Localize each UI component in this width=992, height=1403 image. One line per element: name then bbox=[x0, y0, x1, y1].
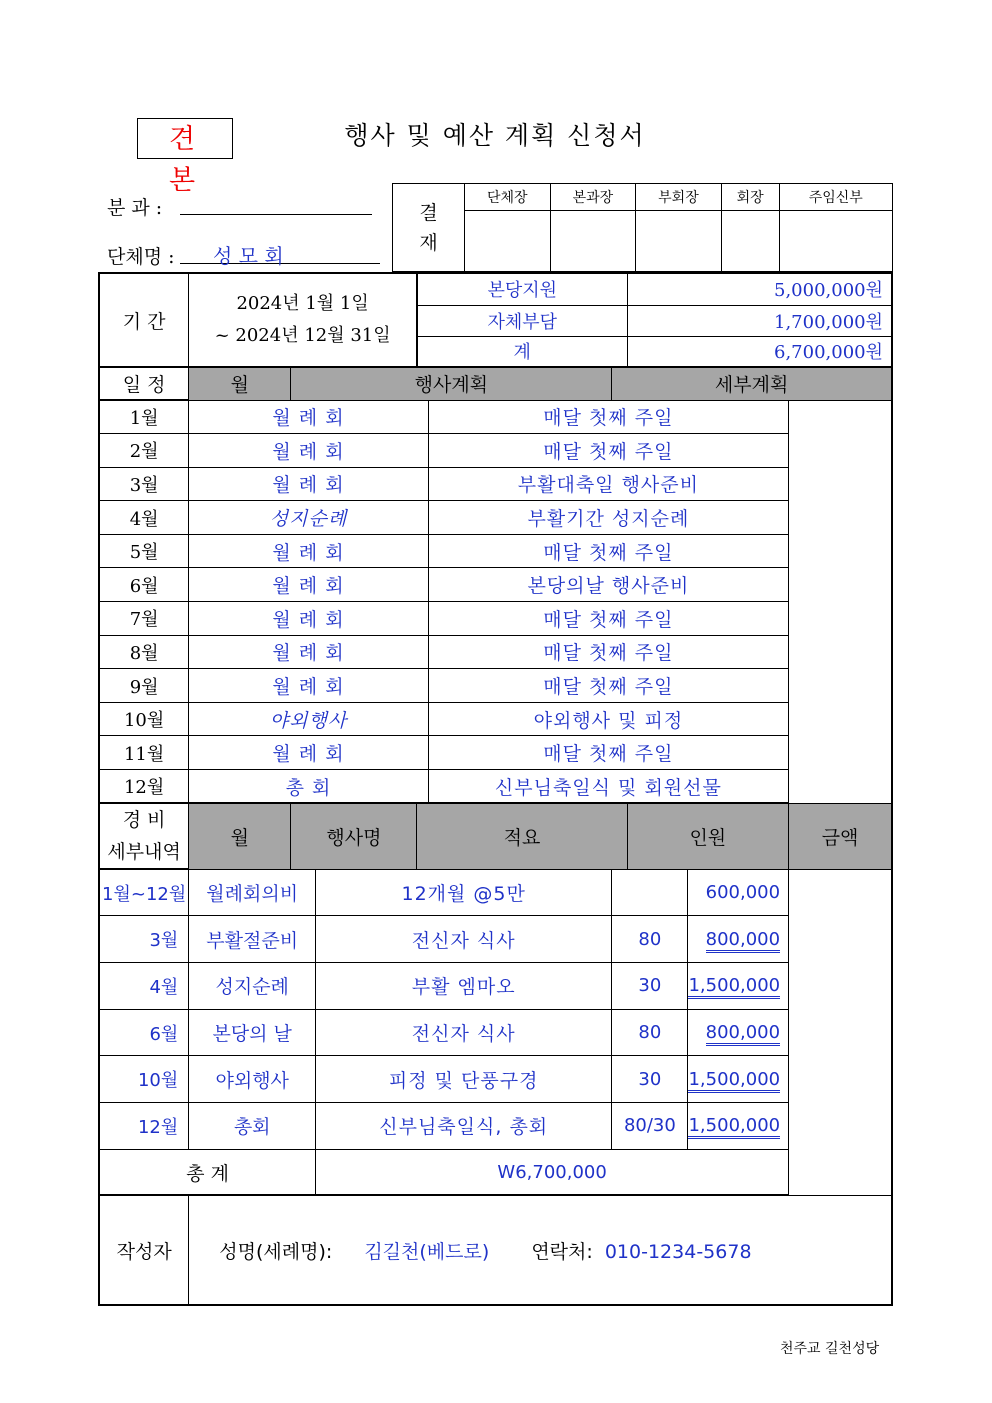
schedule-detail[interactable]: 부활기간 성지순례 bbox=[428, 501, 788, 535]
schedule-detail[interactable]: 매달 첫째 주일 bbox=[428, 434, 788, 468]
schedule-month[interactable]: 10월 bbox=[99, 702, 189, 736]
expense-row bbox=[99, 963, 892, 1010]
expense-amount[interactable] bbox=[688, 1056, 789, 1103]
expense-event[interactable]: 월례회의비 bbox=[189, 869, 316, 916]
period-to: ~ 2024년 12월 31일 bbox=[214, 325, 391, 346]
budget-amount[interactable]: 6,700,000원 bbox=[627, 336, 892, 367]
schedule-month[interactable]: 7월 bbox=[99, 602, 189, 636]
expense-row bbox=[99, 916, 892, 963]
expense-amount-value: 800,000 bbox=[706, 929, 780, 953]
expense-header-event: 행사명 bbox=[291, 803, 417, 869]
schedule-detail[interactable]: 매달 첫째 주일 bbox=[428, 400, 788, 434]
schedule-row bbox=[99, 434, 892, 468]
expense-month[interactable]: 6월 bbox=[99, 1009, 189, 1056]
expense-label-1: 경 비 bbox=[122, 809, 166, 832]
approval-role: 단체장 bbox=[465, 184, 551, 211]
schedule-month[interactable]: 3월 bbox=[99, 467, 189, 501]
budget-amount[interactable]: 5,000,000원 bbox=[627, 273, 892, 305]
expense-amount[interactable] bbox=[688, 869, 789, 916]
expense-event[interactable]: 본당의 날 bbox=[189, 1009, 316, 1056]
expense-amount-value: 1,500,000 bbox=[688, 975, 780, 999]
expense-row bbox=[99, 1103, 892, 1150]
expense-amount-value: 1,500,000 bbox=[688, 1069, 780, 1093]
expense-month[interactable]: 10월 bbox=[99, 1056, 189, 1103]
schedule-detail[interactable]: 신부님축일식 및 회원선물 bbox=[428, 770, 788, 804]
expense-header-people: 인원 bbox=[627, 803, 789, 869]
schedule-label: 일 정 bbox=[99, 367, 189, 400]
schedule-month[interactable]: 4월 bbox=[99, 501, 189, 535]
expense-event[interactable]: 야외행사 bbox=[189, 1056, 316, 1103]
expense-event[interactable]: 총회 bbox=[189, 1103, 316, 1150]
expense-header-note: 적요 bbox=[417, 803, 627, 869]
expense-people[interactable]: 80 bbox=[612, 1009, 688, 1056]
schedule-month[interactable]: 8월 bbox=[99, 635, 189, 669]
period-label: 기 간 bbox=[99, 273, 189, 367]
signature-cell[interactable] bbox=[636, 211, 722, 272]
expense-people[interactable]: 30 bbox=[612, 1056, 688, 1103]
period-from: 2024년 1월 1일 bbox=[236, 293, 369, 314]
schedule-plan[interactable]: 월 례 회 bbox=[189, 669, 428, 703]
schedule-plan[interactable]: 월 례 회 bbox=[189, 400, 428, 434]
author-name-value[interactable]: 김길천(베드로) bbox=[364, 1240, 490, 1263]
schedule-plan[interactable]: 월 례 회 bbox=[189, 635, 428, 669]
schedule-plan[interactable]: 야외행사 bbox=[189, 702, 428, 736]
main-form-table bbox=[98, 272, 893, 1306]
expense-amount[interactable] bbox=[688, 916, 789, 963]
expense-people[interactable] bbox=[612, 869, 688, 916]
expense-month[interactable]: 3월 bbox=[99, 916, 189, 963]
expense-row bbox=[99, 1009, 892, 1056]
expense-note[interactable]: 피정 및 단풍구경 bbox=[316, 1056, 612, 1103]
author-contact-label: 연락처: bbox=[531, 1240, 593, 1263]
expense-row bbox=[99, 1056, 892, 1103]
schedule-plan[interactable]: 월 례 회 bbox=[189, 736, 428, 770]
schedule-plan[interactable]: 월 례 회 bbox=[189, 534, 428, 568]
schedule-row bbox=[99, 669, 892, 703]
expense-people[interactable]: 80/30 bbox=[612, 1103, 688, 1150]
expense-event[interactable]: 성지순례 bbox=[189, 963, 316, 1010]
schedule-month[interactable]: 11월 bbox=[99, 736, 189, 770]
budget-label: 자체부담 bbox=[417, 305, 627, 336]
expense-label bbox=[99, 803, 189, 869]
schedule-plan[interactable]: 월 례 회 bbox=[189, 467, 428, 501]
schedule-header-plan: 행사계획 bbox=[291, 367, 612, 400]
schedule-plan[interactable]: 월 례 회 bbox=[189, 434, 428, 468]
expense-month[interactable]: 1월~12월 bbox=[99, 869, 189, 916]
schedule-header-month: 월 bbox=[189, 367, 291, 400]
dept-underline bbox=[180, 214, 372, 215]
approval-label bbox=[393, 184, 465, 272]
expense-total-label: 총 계 bbox=[99, 1149, 316, 1195]
schedule-row bbox=[99, 635, 892, 669]
schedule-month[interactable]: 12월 bbox=[99, 770, 189, 804]
schedule-row bbox=[99, 770, 892, 804]
expense-header-amount: 금액 bbox=[789, 803, 892, 869]
schedule-row bbox=[99, 501, 892, 535]
dept-label: 분 과 : bbox=[107, 197, 163, 219]
schedule-detail[interactable]: 매달 첫째 주일 bbox=[428, 736, 788, 770]
schedule-month[interactable]: 5월 bbox=[99, 534, 189, 568]
page-title: 행사 및 예산 계획 신청서 bbox=[344, 121, 646, 150]
expense-note[interactable]: 전신자 식사 bbox=[316, 1009, 612, 1056]
schedule-detail[interactable]: 부활대축일 행사준비 bbox=[428, 467, 788, 501]
schedule-plan[interactable]: 성지순례 bbox=[189, 501, 428, 535]
expense-month[interactable]: 12월 bbox=[99, 1103, 189, 1150]
sample-stamp: 견 본 bbox=[137, 118, 233, 159]
schedule-row bbox=[99, 736, 892, 770]
expense-amount-value: 1,500,000 bbox=[688, 1115, 780, 1139]
expense-amount[interactable] bbox=[688, 1009, 789, 1056]
expense-label-2: 세부내역 bbox=[107, 841, 181, 864]
signature-cell[interactable] bbox=[721, 211, 779, 272]
schedule-plan[interactable]: 월 례 회 bbox=[189, 568, 428, 602]
expense-people[interactable]: 30 bbox=[612, 963, 688, 1010]
schedule-detail[interactable]: 본당의날 행사준비 bbox=[428, 568, 788, 602]
schedule-row bbox=[99, 568, 892, 602]
schedule-detail[interactable]: 야외행사 및 피정 bbox=[428, 702, 788, 736]
expense-total-value[interactable]: W6,700,000 bbox=[316, 1149, 789, 1195]
approval-role: 회장 bbox=[721, 184, 779, 211]
approval-label-1: 결 bbox=[419, 201, 438, 224]
approval-role: 본과장 bbox=[550, 184, 636, 211]
author-label: 작성자 bbox=[99, 1195, 189, 1305]
schedule-detail[interactable]: 매달 첫째 주일 bbox=[428, 635, 788, 669]
budget-label: 본당지원 bbox=[417, 273, 627, 305]
group-value[interactable]: 성 모 회 bbox=[213, 244, 284, 268]
schedule-plan[interactable]: 총 회 bbox=[189, 770, 428, 804]
author-contact-value[interactable]: 010-1234-5678 bbox=[604, 1240, 752, 1263]
expense-amount-value: 600,000 bbox=[705, 881, 781, 903]
approval-role: 주임신부 bbox=[779, 184, 893, 211]
expense-month[interactable]: 4월 bbox=[99, 963, 189, 1010]
approval-label-2: 재 bbox=[419, 231, 438, 254]
expense-note[interactable]: 신부님축일식, 총회 bbox=[316, 1103, 612, 1150]
schedule-row bbox=[99, 467, 892, 501]
period-value bbox=[189, 273, 417, 367]
expense-row bbox=[99, 869, 892, 916]
schedule-month[interactable]: 2월 bbox=[99, 434, 189, 468]
approval-role: 부회장 bbox=[636, 184, 722, 211]
schedule-month[interactable]: 1월 bbox=[99, 400, 189, 434]
schedule-row bbox=[99, 602, 892, 636]
author-info bbox=[189, 1195, 892, 1305]
schedule-row bbox=[99, 400, 892, 434]
schedule-month[interactable]: 6월 bbox=[99, 568, 189, 602]
expense-event[interactable]: 부활절준비 bbox=[189, 916, 316, 963]
expense-note[interactable]: 12개월 @5만 bbox=[316, 869, 612, 916]
expense-amount-value: 800,000 bbox=[706, 1022, 780, 1046]
schedule-row bbox=[99, 534, 892, 568]
schedule-row bbox=[99, 702, 892, 736]
schedule-header-detail: 세부계획 bbox=[612, 367, 892, 400]
footer-org: 천주교 길천성당 bbox=[780, 1341, 880, 1357]
budget-amount[interactable]: 1,700,000원 bbox=[627, 305, 892, 336]
expense-note[interactable]: 전신자 식사 bbox=[316, 916, 612, 963]
schedule-month[interactable]: 9월 bbox=[99, 669, 189, 703]
signature-cell[interactable] bbox=[550, 211, 636, 272]
expense-header-month: 월 bbox=[189, 803, 291, 869]
schedule-detail[interactable]: 매달 첫째 주일 bbox=[428, 669, 788, 703]
expense-amount[interactable] bbox=[688, 1103, 789, 1150]
signature-cell[interactable] bbox=[779, 211, 893, 272]
group-label: 단체명 : bbox=[107, 246, 175, 268]
schedule-detail[interactable]: 매달 첫째 주일 bbox=[428, 602, 788, 636]
expense-amount[interactable] bbox=[688, 963, 789, 1010]
schedule-plan[interactable]: 월 례 회 bbox=[189, 602, 428, 636]
schedule-detail[interactable]: 매달 첫째 주일 bbox=[428, 534, 788, 568]
expense-note[interactable]: 부활 엠마오 bbox=[316, 963, 612, 1010]
approval-table bbox=[392, 183, 893, 272]
expense-people[interactable]: 80 bbox=[612, 916, 688, 963]
signature-cell[interactable] bbox=[465, 211, 551, 272]
budget-label: 계 bbox=[417, 336, 627, 367]
author-name-label: 성명(세례명): bbox=[219, 1240, 333, 1263]
